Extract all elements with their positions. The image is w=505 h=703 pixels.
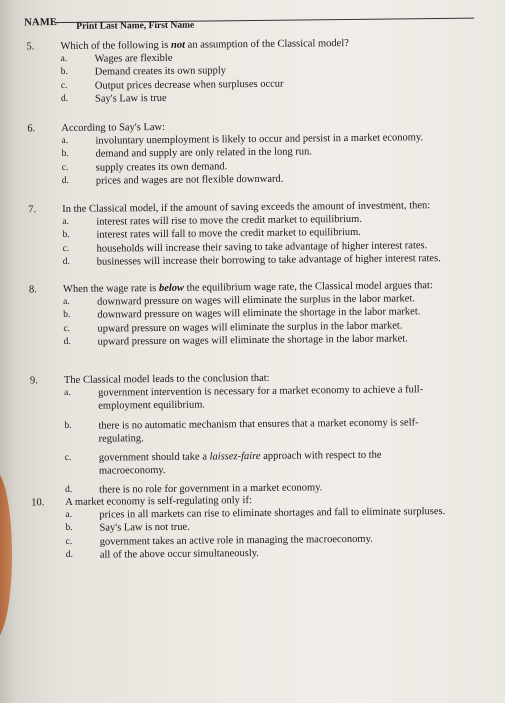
option-a: a. involuntary unemployment is likely to occur and persist in a market economy. <box>61 132 424 147</box>
option-d: d. all of the above occur simultaneously. <box>65 547 259 561</box>
option-c: c. upward pressure on wages will eliminate the surplus in the labor market. <box>63 320 403 335</box>
option-c: c. government should take a laissez-faire approach with respect to the <box>64 449 382 464</box>
question-stem: The Classical model leads to the conclusion that: <box>63 372 270 386</box>
option-d: d. Say's Law is true <box>60 92 167 105</box>
option-d: d. there is no role for government in a market economy. <box>65 482 323 497</box>
option-a: a. interest rates will rise to move the credit market to equilibrium. <box>62 214 363 228</box>
name-label: NAME <box>24 17 58 29</box>
option-a: a. government intervention is necessary for a market economy to achieve a full- <box>64 384 424 399</box>
option-a: a. prices in all markets can rise to eliminate shortages and fall to eliminate surpluses. <box>65 506 446 521</box>
question-stem: When the wage rate is below the equilibrium wage rate, the Classical model argues that: <box>62 280 433 295</box>
question-number: 6. <box>27 123 36 135</box>
option-b: b. there is no automatic mechanism that ensures that a market economy is self- <box>64 416 419 432</box>
question-7 <box>28 198 499 269</box>
option-c: c. government takes an active role in managing the macroeconomy. <box>65 533 373 548</box>
option-a: a. downward pressure on wages will eliminate the surplus in the labor market. <box>63 293 416 308</box>
option-b: b. interest rates will fall to move the credit market to equilibrium. <box>62 227 361 242</box>
option-c: c. supply creates its own demand. <box>61 160 228 174</box>
option-d: d. prices and wages are not flexible downward. <box>61 173 284 187</box>
option-c: c. households will increase their saving to take advantage of higher interest rates. <box>62 239 428 255</box>
question-9 <box>30 369 501 498</box>
question-5 <box>26 35 497 106</box>
option-d: d. upward pressure on wages will eliminate the shortage in the labor market. <box>63 333 408 348</box>
option-a: a. Wages are flexible <box>60 53 173 65</box>
question-stem: A market economy is self-regulating only if: <box>65 495 252 508</box>
option-b: b. Demand creates its own supply <box>60 65 227 79</box>
option-c: c. Output prices decrease when surpluses occur <box>60 78 284 92</box>
option-b: b. demand and supply are only related in the long run. <box>61 146 313 161</box>
question-6 <box>27 117 498 188</box>
question-number: 7. <box>28 204 37 216</box>
name-subtitle: Print Last Name, First Name <box>76 20 195 32</box>
question-number: 10. <box>31 497 45 509</box>
question-number: 5. <box>26 41 35 53</box>
question-10 <box>31 491 502 562</box>
question-stem: According to Say's Law: <box>61 121 166 135</box>
question-stem: Which of the following is not an assumption of the Classical model? <box>60 37 349 53</box>
option-b: b. downward pressure on wages will eliminate the shortage in the labor market. <box>63 306 421 322</box>
option-b-continued: regulating. <box>98 432 144 445</box>
question-8 <box>29 278 500 349</box>
question-number: 9. <box>29 375 38 387</box>
name-header <box>24 12 195 32</box>
question-number: 8. <box>28 284 37 296</box>
option-c-continued: macroeconomy. <box>98 465 166 477</box>
option-b: b. Say's Law is not true. <box>65 522 190 535</box>
option-a-continued: employment equilibrium. <box>98 399 206 413</box>
question-stem: In the Classical model, if the amount of saving exceeds the amount of investment, then: <box>62 200 431 216</box>
option-d: d. businesses will increase their borrowing to take advantage of higher interest rates. <box>62 252 441 268</box>
